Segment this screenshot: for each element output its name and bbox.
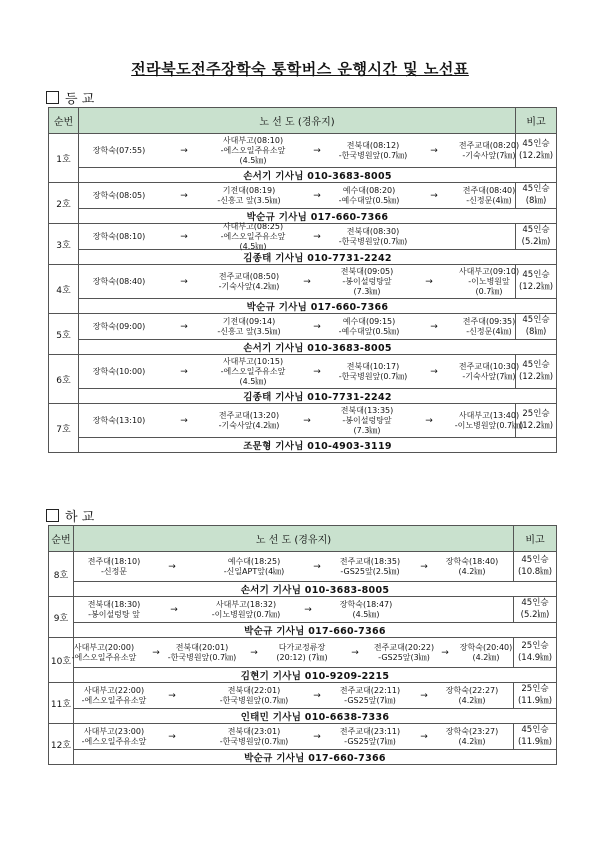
stop-line: 기전대(08:19) [222,185,276,195]
arrow-right-icon: → [303,276,311,287]
stop-line: 전북대(08:30) [346,226,400,236]
stop-line: 장학숙(22:27) [445,685,499,695]
driver-row [49,299,557,314]
route-note [516,314,557,340]
route-note [516,134,557,168]
stop-line: 전북대(20:01) [175,642,229,652]
stop-line: -기숙사앞(4.2㎞) [218,281,280,291]
route-stop [374,643,434,663]
route-number: 5호 [49,314,79,355]
route-row [49,724,557,750]
driver-row [49,438,557,453]
stop-line: 사대부고(08:25) [222,221,284,231]
stop-line: -기숙사앞(4.2㎞) [218,420,280,430]
route-note [516,183,557,209]
note-line: (11.9㎞) [517,695,553,706]
route-note [514,724,557,750]
route-note [516,224,557,250]
arrow-right-icon: → [430,366,438,377]
header-route: 노 선 도 (경유지) [74,526,514,552]
note-line: 45인승 [521,598,549,609]
stop-line: -에스오일주유소앞 [81,736,147,746]
stop-line: 전북대(09:05) [340,266,394,276]
document-title: 전라북도전주장학숙 통학버스 운행시간 및 노선표 [131,60,469,78]
arrow-right-icon: → [180,366,188,377]
stop-line: -한국병원앞(0.7㎞) [219,695,289,705]
route-row [49,355,557,389]
stop-line: -한국병원앞(0.7㎞) [338,236,408,246]
driver-contact: 손서기 기사님 010-3683-8005 [79,168,557,183]
header-note: 비고 [516,108,557,134]
arrow-right-icon: → [425,415,433,426]
note-line: (12.2㎞) [518,150,554,161]
route-number: 9호 [49,597,74,638]
note-line: (12.2㎞) [518,371,554,382]
route-stop [93,191,145,201]
route-row [49,404,557,438]
stop-line: -에스오일주유소앞 [220,366,286,376]
note-line: (8㎞) [525,326,547,337]
stop-line: (4.5㎞) [239,376,267,386]
route-stop [219,411,280,431]
stop-line: 전주대(09:35) [462,316,516,326]
route-stop [339,227,408,247]
route-row [49,134,557,168]
stop-line: 전주교대(20:22) [373,642,435,652]
stop-line: 전주교대(13:20) [218,410,280,420]
route-row [49,265,557,299]
route-note [514,597,557,623]
driver-contact: 박순규 기사님 017-660-7366 [74,750,557,765]
stop-line: -에스오일주유소앞 [220,145,286,155]
route-stop [93,416,145,426]
stop-line: 전북대(23:01) [227,726,281,736]
route-number: 11호 [49,683,74,724]
arrow-right-icon: → [168,690,176,701]
stop-line: 전주교대(23:11) [339,726,401,736]
note-line: 45인승 [522,270,550,281]
route-number: 6호 [49,355,79,404]
arrow-right-icon: → [313,561,321,572]
route-number: 2호 [49,183,79,224]
stop-line: 예수대(09:15) [342,316,396,326]
note-line: 45인승 [522,184,550,195]
stop-line: 장학숙(08:10) [92,231,146,241]
route-stop [446,727,498,747]
driver-contact: 김종태 기사님 010-7731-2242 [79,250,557,265]
note-line: (12.2㎞) [518,281,554,292]
note-line: 25인승 [521,684,549,695]
route-stop [459,267,519,297]
route-stops [79,314,516,340]
route-stop [221,136,286,166]
stop-line: -기숙사앞(7㎞) [462,371,516,381]
note-line: (5.2㎞) [521,236,551,247]
arrow-right-icon: → [180,145,188,156]
stop-line: 전북대(10:17) [346,361,400,371]
stop-line: -GS25앞(7㎞) [344,695,396,705]
route-number: 8호 [49,552,74,597]
stop-line: 장학숙(13:10) [92,415,146,425]
arrow-right-icon: → [420,731,428,742]
driver-row [49,168,557,183]
stop-line: -신정문 [100,566,128,576]
route-note [514,683,557,709]
stop-line: (4.2㎞) [458,566,486,576]
arrow-right-icon: → [250,647,258,658]
arrow-right-icon: → [313,366,321,377]
morning-schedule-table [48,107,557,453]
route-stop [219,272,280,292]
driver-row [49,623,557,638]
section-label: 하 교 [65,510,95,525]
route-number: 1호 [49,134,79,183]
stop-line: -한국병원앞(0.7㎞) [167,652,237,662]
note-line: 45인승 [521,555,549,566]
route-number: 4호 [49,265,79,314]
stop-line: -봉이설렁탕앞 [342,415,392,425]
route-stop [339,317,400,337]
arrow-right-icon: → [303,415,311,426]
note-line: (12.2㎞) [518,420,554,431]
stop-line: 장학숙(23:27) [445,726,499,736]
route-stop [224,557,285,577]
arrow-right-icon: → [180,415,188,426]
arrow-right-icon: → [430,190,438,201]
stop-line: 장학숙(18:40) [445,556,499,566]
stop-line: (4.2㎞) [458,736,486,746]
driver-row [49,668,557,683]
table-header-row [49,108,557,134]
route-stop [168,643,237,663]
stop-line: 사대부고(22:00) [83,685,145,695]
note-line: (8㎞) [525,195,547,206]
arrow-right-icon: → [351,647,359,658]
arrow-right-icon: → [313,145,321,156]
section-label: 등 교 [65,92,95,107]
arrow-right-icon: → [313,731,321,742]
stop-line: 사대부고(18:32) [215,599,277,609]
stop-line: -봉이설렁탕앞 [342,276,392,286]
route-stop [93,277,145,287]
stop-line: 장학숙(07:55) [92,145,146,155]
route-stop [341,406,393,436]
route-stop [341,267,393,297]
arrow-right-icon: → [168,561,176,572]
stop-line: -GS25앞(3㎞) [378,652,430,662]
arrow-right-icon: → [180,190,188,201]
driver-row [49,709,557,724]
route-stop [217,186,280,206]
stop-line: (4.5㎞) [239,241,267,251]
route-stops [74,683,514,709]
stop-line: 사대부고(20:00) [73,642,135,652]
stop-line: 전북대(08:12) [346,140,400,150]
route-stop [340,727,400,747]
section-morning-heading [46,88,94,107]
stop-line: -신흥고 앞(3.5㎞) [217,326,281,336]
route-number: 12호 [49,724,74,765]
route-stop [339,141,408,161]
driver-row [49,750,557,765]
note-line: 25인승 [521,641,549,652]
stop-line: -신정문(4㎞) [466,195,512,205]
route-stop [276,643,327,663]
stop-line: 전주교대(08:50) [218,271,280,281]
route-row [49,183,557,209]
route-number: 10호 [49,638,74,683]
route-number: 3호 [49,224,79,265]
arrow-right-icon: → [313,690,321,701]
note-line: (11.9㎞) [517,736,553,747]
route-row [49,224,557,250]
route-stops [74,552,514,582]
table-header-row [49,526,557,552]
driver-contact: 손서기 기사님 010-3683-8005 [79,340,557,355]
route-stop [93,232,145,242]
route-row [49,314,557,340]
note-line: 45인승 [522,139,550,150]
evening-schedule-table [48,525,557,765]
arrow-right-icon: → [180,321,188,332]
route-stop [212,600,281,620]
checkbox-square-icon [46,91,59,104]
arrow-right-icon: → [304,604,312,615]
route-stop [88,557,140,577]
arrow-right-icon: → [425,276,433,287]
arrow-right-icon: → [180,231,188,242]
route-stops [74,724,514,750]
arrow-right-icon: → [313,321,321,332]
stop-line: 장학숙(20:40) [459,642,513,652]
stop-line: -신일APT앞(4㎞) [223,566,285,576]
note-line: 25인승 [522,409,550,420]
route-stop [340,686,400,706]
route-stop [88,600,140,620]
stop-line: 전주교대(18:35) [339,556,401,566]
stop-line: 전북대(22:01) [227,685,281,695]
route-row [49,597,557,623]
stop-line: 전주교대(08:20) [458,140,520,150]
route-stop [463,317,515,337]
driver-row [49,250,557,265]
driver-contact: 박순규 기사님 017-660-7366 [74,623,557,638]
route-row [49,552,557,582]
route-stops [79,355,520,389]
driver-row [49,389,557,404]
route-stop [220,686,289,706]
stop-line: -GS25앞(7㎞) [344,736,396,746]
stop-line: 전북대(18:30) [87,599,141,609]
route-stop [446,557,498,577]
driver-contact: 인태민 기사님 010-6638-7336 [74,709,557,724]
stop-line: (4.2㎞) [472,652,500,662]
stop-line: -한국병원앞(0.7㎞) [338,150,408,160]
arrow-right-icon: → [430,321,438,332]
stop-line: 기전대(09:14) [222,316,276,326]
route-stop [460,643,512,663]
note-line: 45인승 [522,315,550,326]
stop-line: 장학숙(09:00) [92,321,146,331]
route-stop [340,557,400,577]
arrow-right-icon: → [180,276,188,287]
header-note: 비고 [514,526,557,552]
route-stop [339,362,408,382]
route-stops [79,265,520,299]
stop-line: 전북대(13:35) [340,405,394,415]
driver-contact: 손서기 기사님 010-3683-8005 [74,582,557,597]
note-line: 45인승 [522,360,550,371]
route-stops [71,638,514,668]
section-evening-heading [46,506,94,525]
driver-contact: 김종태 기사님 010-7731-2242 [79,389,557,404]
stop-line: -한국병원앞(0.7㎞) [338,371,408,381]
stop-line: 전주교대(22:11) [339,685,401,695]
route-stop [221,222,286,252]
route-number: 7호 [49,404,79,453]
arrow-right-icon: → [430,145,438,156]
route-stop [93,146,145,156]
stop-line: 사대부고(08:10) [222,135,284,145]
driver-row [49,340,557,355]
note-line: (10.8㎞) [517,566,553,577]
route-stops [79,404,524,438]
route-stop [82,686,147,706]
driver-row [49,582,557,597]
stop-line: 장학숙(08:05) [92,190,146,200]
stop-line: -신흥고 앞(3.5㎞) [217,195,281,205]
driver-contact: 김현기 기사님 010-9209-2215 [74,668,557,683]
route-stops [74,597,514,623]
driver-row [49,209,557,224]
stop-line: 장학숙(08:40) [92,276,146,286]
driver-contact: 박순규 기사님 017-660-7366 [79,299,557,314]
stop-line: -봉이설렁탕 앞 [88,609,140,619]
arrow-right-icon: → [441,647,449,658]
stop-line: -예수대앞(0.5㎞) [338,326,400,336]
stop-line: (7.3㎞) [353,425,381,435]
note-line: (14.9㎞) [517,652,553,663]
route-note [514,638,557,668]
route-stop [463,186,515,206]
arrow-right-icon: → [313,190,321,201]
arrow-right-icon: → [420,690,428,701]
route-stop [220,727,289,747]
header-route: 노 선 도 (경유지) [79,108,516,134]
arrow-right-icon: → [420,561,428,572]
route-stop [340,600,392,620]
route-stops [79,183,516,209]
arrow-right-icon: → [168,731,176,742]
stop-line: -GS25앞(2.5㎞) [340,566,400,576]
stop-line: -이노병원앞 [468,276,510,286]
route-stops [79,221,516,251]
stop-line: 사대부고(23:00) [83,726,145,736]
stop-line: -한국병원앞(0.7㎞) [219,736,289,746]
route-stop [446,686,498,706]
stop-line: (4.5㎞) [352,609,380,619]
stop-line: 전주대(18:10) [87,556,141,566]
route-stops [79,134,520,168]
arrow-right-icon: → [170,604,178,615]
route-note [516,265,557,299]
stop-line: -에스오일주유소앞 [81,695,147,705]
stop-line: 전주대(08:40) [462,185,516,195]
route-stop [339,186,400,206]
route-row [49,638,557,668]
route-stop [459,141,519,161]
stop-line: -신정문(4㎞) [466,326,512,336]
note-line: 45인승 [522,225,550,236]
stop-line: -이노병원앞(0.7㎞) [454,420,524,430]
arrow-right-icon: → [313,231,321,242]
stop-line: -에스오일주유소앞 [220,231,286,241]
stop-line: 다가교정류장 [278,642,326,652]
stop-line: -기숙사앞(7㎞) [462,150,516,160]
route-row [49,683,557,709]
driver-contact: 조문형 기사님 010-4903-3119 [79,438,557,453]
header-no: 순번 [49,526,74,552]
stop-line: (0.7㎞) [475,286,503,296]
route-stop [93,367,145,377]
stop-line: 전주교대(10:30) [458,361,520,371]
route-stop [72,643,137,663]
stop-line: -이노병원앞(0.7㎞) [211,609,281,619]
arrow-right-icon: → [152,647,160,658]
header-no: 순번 [49,108,79,134]
stop-line: (4.5㎞) [239,155,267,165]
stop-line: (7.3㎞) [353,286,381,296]
stop-line: (20:12) (7㎞) [276,652,328,662]
stop-line: (4.2㎞) [458,695,486,705]
stop-line: 예수대(08:20) [342,185,396,195]
checkbox-square-icon [46,509,59,522]
route-stop [455,411,524,431]
note-line: (5.2㎞) [520,609,550,620]
driver-contact: 박순규 기사님 017-660-7366 [79,209,557,224]
note-line: 45인승 [521,725,549,736]
stop-line: 장학숙(18:47) [339,599,393,609]
route-stop [93,322,145,332]
stop-line: -에스오일주유소앞 [71,652,137,662]
stop-line: 사대부고(13:40) [458,410,520,420]
stop-line: 예수대(18:25) [227,556,281,566]
route-note [514,552,557,582]
route-stop [459,362,519,382]
stop-line: 사대부고(10:15) [222,356,284,366]
route-note [516,355,557,389]
route-stop [217,317,280,337]
route-stop [221,357,286,387]
stop-line: -예수대앞(0.5㎞) [338,195,400,205]
route-stop [82,727,147,747]
stop-line: 장학숙(10:00) [92,366,146,376]
stop-line: 사대부고(09:10) [458,266,520,276]
